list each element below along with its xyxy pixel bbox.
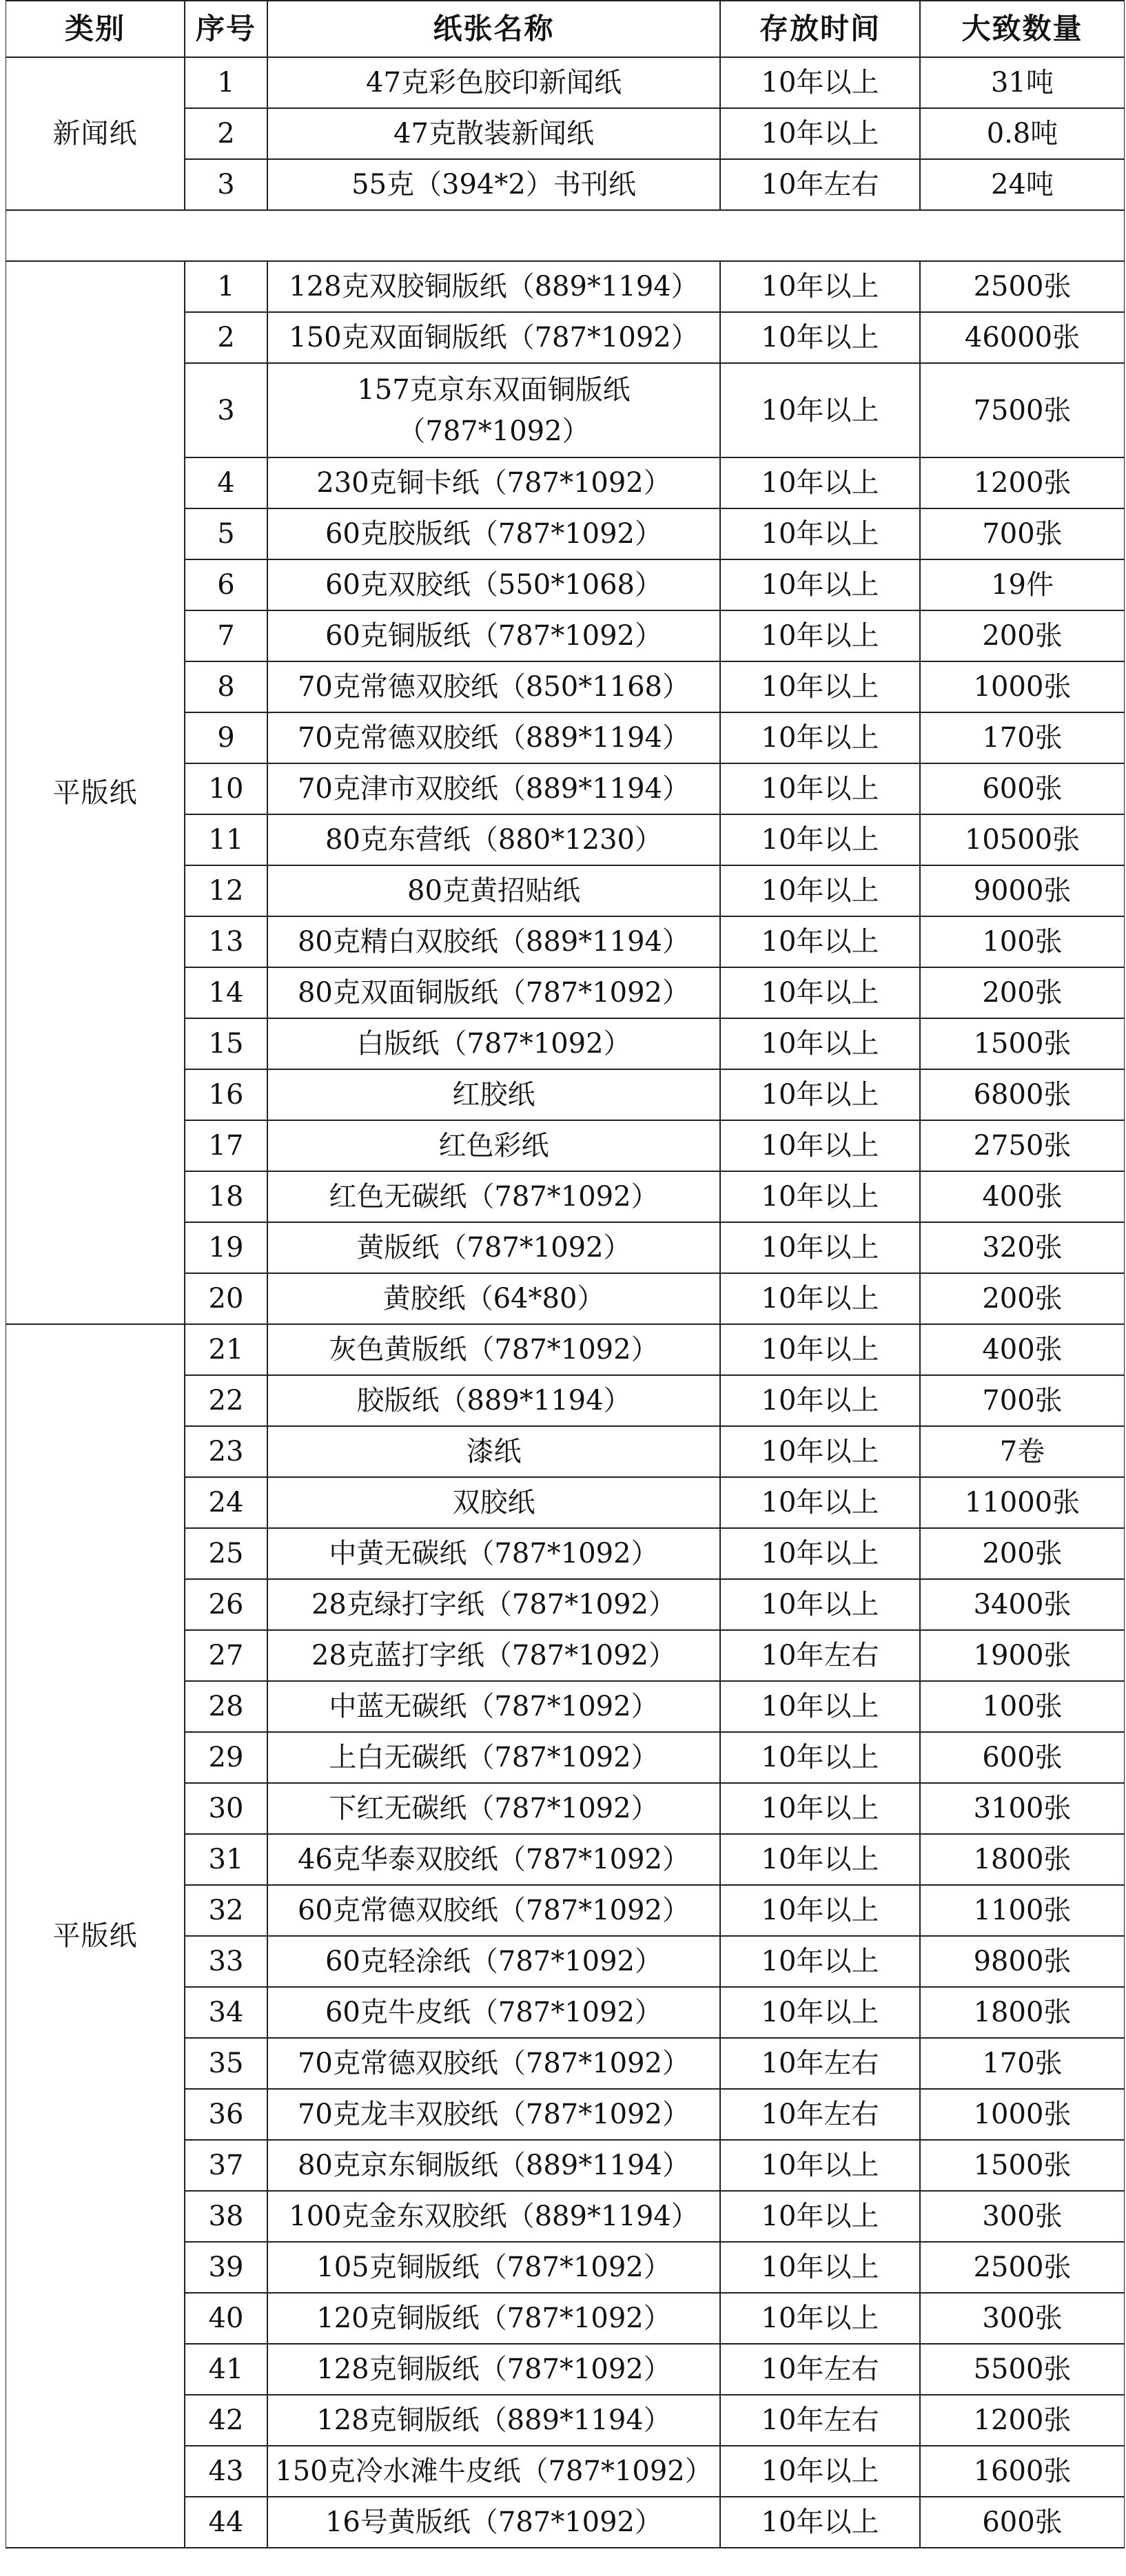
table-row-qty: 1800张 (973, 1997, 1072, 2028)
table-row-time: 10年以上 (761, 1334, 879, 1366)
table-row-time: 10年以上 (761, 620, 879, 652)
table-row-name: 中蓝无碳纸（787*1092） (329, 1691, 659, 1722)
table-row-qty: 700张 (982, 518, 1063, 550)
table-row-time: 10年以上 (761, 394, 879, 426)
table-row-no: 35 (208, 2048, 244, 2079)
table-row-qty: 170张 (982, 722, 1063, 754)
table-row-name: 黄版纸（787*1092） (356, 1232, 631, 1264)
table-row-no: 17 (208, 1130, 244, 1162)
table-row-time: 10年以上 (761, 1844, 879, 1875)
table-row-qty: 700张 (982, 1385, 1063, 1416)
table-row-no: 3 (217, 394, 235, 426)
table-row-name: 46克华泰双胶纸（787*1092） (297, 1844, 690, 1875)
table-row-time: 10年以上 (761, 773, 879, 805)
table-row-name: 100克金东双胶纸（889*1194） (289, 2201, 699, 2232)
table-row-time: 10年以上 (761, 1742, 879, 1773)
table-row-no: 36 (208, 2099, 244, 2130)
table-row-no: 15 (208, 1028, 244, 1060)
table-row-time: 10年以上 (761, 1946, 879, 1977)
header-name: 纸张名称 (433, 12, 555, 45)
table-row-time: 10年以上 (761, 1028, 879, 1060)
table-row-no: 6 (217, 569, 235, 601)
table-row-qty: 24吨 (991, 169, 1054, 200)
table-row-no: 3 (217, 169, 235, 200)
table-row-qty: 200张 (982, 620, 1063, 652)
table-row-time: 10年左右 (761, 2404, 879, 2436)
table-row-name: 60克常德双胶纸（787*1092） (297, 1895, 690, 1926)
table-row-time: 10年以上 (761, 977, 879, 1009)
table-row-name: 80克精白双胶纸（889*1194） (297, 926, 690, 958)
table-row-name: 157克京东双面铜版纸 （787*1092） (357, 373, 631, 447)
table-row-time: 10年以上 (761, 1895, 879, 1926)
table-row-name: 70克龙丰双胶纸（787*1092） (297, 2099, 690, 2130)
table-row-no: 39 (208, 2252, 244, 2283)
table-row-time: 10年以上 (761, 2455, 879, 2487)
table-row-qty: 1500张 (973, 1028, 1072, 1060)
table-row-time: 10年以上 (761, 322, 879, 353)
table-row-no: 20 (208, 1283, 244, 1315)
table-row-qty: 1200张 (973, 2404, 1072, 2436)
table-row-name: 漆纸 (466, 1436, 522, 1467)
table-row-qty: 100张 (982, 926, 1063, 958)
table-row-time: 10年以上 (761, 569, 879, 601)
table-row-qty: 19件 (991, 569, 1054, 601)
paper-inventory-table (6, 0, 1125, 2576)
table-row-qty: 6800张 (973, 1079, 1072, 1111)
table-row-no: 34 (208, 1997, 244, 2028)
table-row-name: 双胶纸 (452, 1487, 535, 1518)
table-row-time: 10年左右 (761, 2353, 879, 2385)
table-row-no: 7 (217, 620, 235, 652)
table-row-time: 10年以上 (761, 722, 879, 754)
table-row-qty: 1000张 (973, 2099, 1072, 2130)
table-row-no: 23 (208, 1436, 244, 1467)
table-row-no: 5 (217, 518, 235, 550)
table-row-qty: 170张 (982, 2048, 1063, 2079)
table-row-qty: 400张 (982, 1334, 1063, 1366)
table-row-no: 38 (208, 2201, 244, 2232)
table-row-qty: 200张 (982, 1283, 1063, 1315)
table-row-time: 10年以上 (761, 2506, 879, 2538)
table-row-qty: 9000张 (973, 875, 1072, 907)
table-row-name: 128克双胶铜版纸（889*1194） (289, 271, 699, 302)
table-row-no: 27 (208, 1640, 244, 1671)
table-row-name: 230克铜卡纸（787*1092） (316, 467, 671, 499)
table-row-name: 70克常德双胶纸（889*1194） (297, 722, 690, 754)
header-qty: 大致数量 (961, 12, 1083, 45)
table-row-no: 19 (208, 1232, 244, 1264)
table-row-name: 红色无碳纸（787*1092） (329, 1181, 659, 1213)
table-row-name: 150克冷水滩牛皮纸（787*1092） (275, 2455, 713, 2487)
table-row-no: 9 (217, 722, 235, 754)
table-row-time: 10年以上 (761, 1283, 879, 1315)
table-row-qty: 9800张 (973, 1946, 1072, 1977)
table-row-time: 10年以上 (761, 1181, 879, 1213)
table-row-time: 10年以上 (761, 1589, 879, 1620)
table-row-no: 2 (217, 118, 235, 150)
table-row-time: 10年以上 (761, 518, 879, 550)
table-row-name: 60克轻涂纸（787*1092） (325, 1946, 663, 1977)
table-row-qty: 600张 (982, 2506, 1063, 2538)
table-row-no: 8 (217, 671, 235, 703)
table-row-no: 28 (208, 1691, 244, 1722)
table-row-qty: 2500张 (973, 271, 1072, 302)
table-row-no: 24 (208, 1487, 244, 1518)
table-row-no: 16 (208, 1079, 244, 1111)
table-row-time: 10年以上 (761, 1487, 879, 1518)
table-row-no: 33 (208, 1946, 244, 1977)
table-row-qty: 1100张 (973, 1895, 1072, 1926)
table-row-name: 黄胶纸（64*80） (382, 1283, 605, 1315)
table-row-no: 4 (217, 467, 235, 499)
table-row-qty: 320张 (982, 1232, 1063, 1264)
table-row-name: 55克（394*2）书刊纸 (351, 169, 636, 200)
table-row-qty: 1600张 (973, 2455, 1072, 2487)
table-row-time: 10年以上 (761, 1130, 879, 1162)
table-row-name: 70克津市双胶纸（889*1194） (297, 773, 690, 805)
table-row-no: 22 (208, 1385, 244, 1416)
table-row-qty: 300张 (982, 2302, 1063, 2334)
table-row-time: 10年以上 (761, 875, 879, 907)
table-row-no: 30 (208, 1793, 244, 1824)
table-row-no: 31 (208, 1844, 244, 1875)
table-row-time: 10年以上 (761, 1793, 879, 1824)
table-row-time: 10年以上 (761, 1997, 879, 2028)
table-row-time: 10年以上 (761, 271, 879, 302)
table-row-name: 70克常德双胶纸（850*1168） (297, 671, 690, 703)
table-row-time: 10年左右 (761, 2048, 879, 2079)
table-row-qty: 1800张 (973, 1844, 1072, 1875)
table-row-name: 中黄无碳纸（787*1092） (329, 1538, 659, 1569)
table-row-qty: 7500张 (973, 394, 1072, 426)
table-row-time: 10年以上 (761, 1538, 879, 1569)
table-row-name: 胶版纸（889*1194） (356, 1385, 631, 1416)
table-row-name: 60克铜版纸（787*1092） (325, 620, 663, 652)
table-row-qty: 200张 (982, 977, 1063, 1009)
table-row-no: 11 (208, 824, 244, 856)
table-row-no: 42 (208, 2404, 244, 2436)
table-row-qty: 200张 (982, 1538, 1063, 1569)
table-row-qty: 11000张 (964, 1487, 1081, 1518)
table-row-qty: 2750张 (973, 1130, 1072, 1162)
table-row-no: 26 (208, 1589, 244, 1620)
table-row-time: 10年以上 (761, 67, 879, 99)
table-row-qty: 1500张 (973, 2150, 1072, 2181)
header-time: 存放时间 (759, 12, 881, 45)
table-row-time: 10年以上 (761, 671, 879, 703)
table-row-name: 60克胶版纸（787*1092） (325, 518, 663, 550)
table-row-name: 红胶纸 (452, 1079, 535, 1111)
table-row-qty: 300张 (982, 2201, 1063, 2232)
table-row-name: 28克绿打字纸（787*1092） (311, 1589, 677, 1620)
table-row-name: 上白无碳纸（787*1092） (329, 1742, 659, 1773)
table-row-time: 10年以上 (761, 824, 879, 856)
table-row-qty: 1000张 (973, 671, 1072, 703)
table-row-name: 105克铜版纸（787*1092） (316, 2252, 671, 2283)
category-cell: 平版纸 (52, 1920, 138, 1952)
table-row-no: 43 (208, 2455, 244, 2487)
table-row-name: 120克铜版纸（787*1092） (316, 2302, 671, 2334)
table-row-qty: 10500张 (964, 824, 1081, 856)
table-row-time: 10年以上 (761, 2302, 879, 2334)
table-row-no: 14 (208, 977, 244, 1009)
table-row-qty: 3400张 (973, 1589, 1072, 1620)
table-row-qty: 7卷 (999, 1436, 1045, 1467)
table-row-qty: 46000张 (964, 322, 1081, 353)
table-row-no: 44 (208, 2506, 244, 2538)
table-row-qty: 0.8吨 (986, 118, 1058, 150)
table-row-time: 10年以上 (761, 1079, 879, 1111)
table-row-time: 10年以上 (761, 1232, 879, 1264)
table-row-name: 60克双胶纸（550*1068） (325, 569, 663, 601)
header-no: 序号 (195, 12, 256, 45)
table-row-no: 2 (217, 322, 235, 353)
table-row-no: 37 (208, 2150, 244, 2181)
table-row-name: 70克常德双胶纸（787*1092） (297, 2048, 690, 2079)
table-row-time: 10年以上 (761, 467, 879, 499)
table-row-name: 150克双面铜版纸（787*1092） (289, 322, 699, 353)
table-row-no: 21 (208, 1334, 244, 1366)
table-row-name: 80克京东铜版纸（889*1194） (297, 2150, 690, 2181)
table-row-time: 10年左右 (761, 169, 879, 200)
table-row-no: 32 (208, 1895, 244, 1926)
table-row-time: 10年以上 (761, 1385, 879, 1416)
table-row-qty: 31吨 (991, 67, 1054, 99)
table-row-qty: 3100张 (973, 1793, 1072, 1824)
table-row-name: 灰色黄版纸（787*1092） (329, 1334, 659, 1366)
category-cell: 新闻纸 (52, 118, 138, 150)
table-row-name: 60克牛皮纸（787*1092） (325, 1997, 663, 2028)
table-row-name: 80克东营纸（880*1230） (325, 824, 663, 856)
category-cell: 平版纸 (52, 776, 138, 809)
table-row-time: 10年以上 (761, 2201, 879, 2232)
table-row-qty: 600张 (982, 1742, 1063, 1773)
table-row-time: 10年左右 (761, 1640, 879, 1671)
table-row-name: 47克彩色胶印新闻纸 (366, 67, 622, 99)
table-row-time: 10年以上 (761, 118, 879, 150)
table-row-no: 29 (208, 1742, 244, 1773)
table-row-time: 10年以上 (761, 2150, 879, 2181)
table-row-qty: 2500张 (973, 2252, 1072, 2283)
table-row-name: 80克黄招贴纸 (407, 875, 580, 907)
table-row-qty: 1200张 (973, 467, 1072, 499)
table-row-name: 128克铜版纸（889*1194） (316, 2404, 671, 2436)
table-row-name: 下红无碳纸（787*1092） (329, 1793, 659, 1824)
table-row-qty: 400张 (982, 1181, 1063, 1213)
table-row-no: 1 (217, 271, 235, 302)
table-row-no: 13 (208, 926, 244, 958)
table-row-no: 41 (208, 2353, 244, 2385)
table-row-time: 10年以上 (761, 1436, 879, 1467)
table-row-name: 28克蓝打字纸（787*1092） (311, 1640, 677, 1671)
header-category: 类别 (64, 12, 125, 45)
table-row-time: 10年以上 (761, 1691, 879, 1722)
table-row-name: 80克双面铜版纸（787*1092） (297, 977, 690, 1009)
table-row-name: 47克散装新闻纸 (393, 118, 594, 150)
table-row-time: 10年以上 (761, 2252, 879, 2283)
table-row-no: 25 (208, 1538, 244, 1569)
table-row-time: 10年以上 (761, 926, 879, 958)
table-row-qty: 100张 (982, 1691, 1063, 1722)
table-row-name: 白版纸（787*1092） (356, 1028, 631, 1060)
table-row-name: 红色彩纸 (438, 1130, 549, 1162)
table-row-time: 10年左右 (761, 2099, 879, 2130)
table-row-name: 16号黄版纸（787*1092） (325, 2506, 663, 2538)
table-row-name: 128克铜版纸（787*1092） (316, 2353, 671, 2385)
table-row-qty: 600张 (982, 773, 1063, 805)
table-row-no: 12 (208, 875, 244, 907)
table-row-qty: 5500张 (973, 2353, 1072, 2385)
table-row-no: 1 (217, 67, 235, 99)
table-row-no: 18 (208, 1181, 244, 1213)
table-row-qty: 1900张 (973, 1640, 1072, 1671)
table-row-no: 10 (208, 773, 244, 805)
table-row-no: 40 (208, 2302, 244, 2334)
